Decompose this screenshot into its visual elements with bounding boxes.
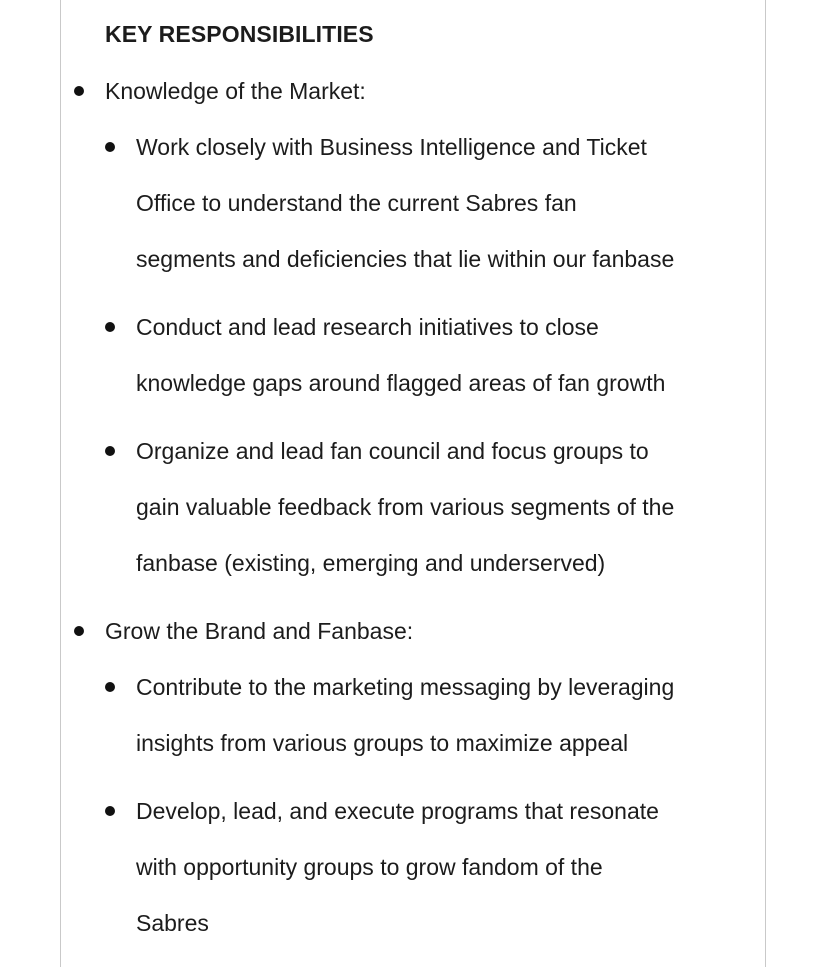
bullet-icon bbox=[74, 86, 84, 96]
page-right-border bbox=[765, 0, 766, 967]
list-item-line: Conduct and lead research initiatives to close bbox=[136, 314, 599, 340]
list-item-line: knowledge gaps around flagged areas of fan growth bbox=[136, 370, 666, 396]
list-item-line: insights from various groups to maximize appeal bbox=[136, 730, 629, 756]
list-item-line: segments and deficiencies that lie within our fanbase bbox=[136, 246, 675, 272]
list-item-line: with opportunity groups to grow fandom of the bbox=[136, 854, 603, 880]
list-item-line: Organize and lead fan council and focus groups to bbox=[136, 438, 649, 464]
section-label: Grow the Brand and Fanbase: bbox=[105, 618, 414, 644]
page-left-border bbox=[60, 0, 61, 967]
list-item-line: Contribute to the marketing messaging by leveraging bbox=[136, 674, 675, 700]
list-item-line: gain valuable feedback from various segments of the bbox=[136, 494, 675, 520]
list-item-line: Develop, lead, and execute programs that resonate bbox=[136, 798, 659, 824]
bullet-icon bbox=[105, 142, 115, 152]
bullet-icon bbox=[105, 806, 115, 816]
bullet-icon bbox=[105, 322, 115, 332]
section-heading: KEY RESPONSIBILITIES bbox=[105, 21, 374, 47]
list-item-line: Office to understand the current Sabres fan bbox=[136, 190, 577, 216]
bullet-icon bbox=[105, 682, 115, 692]
bullet-icon bbox=[74, 626, 84, 636]
list-item-line: Sabres bbox=[136, 910, 209, 936]
section-label: Knowledge of the Market: bbox=[105, 78, 366, 104]
bullet-icon bbox=[105, 446, 115, 456]
list-item-line: fanbase (existing, emerging and underserved) bbox=[136, 550, 606, 576]
list-item-line: Work closely with Business Intelligence and Ticket bbox=[136, 134, 647, 160]
